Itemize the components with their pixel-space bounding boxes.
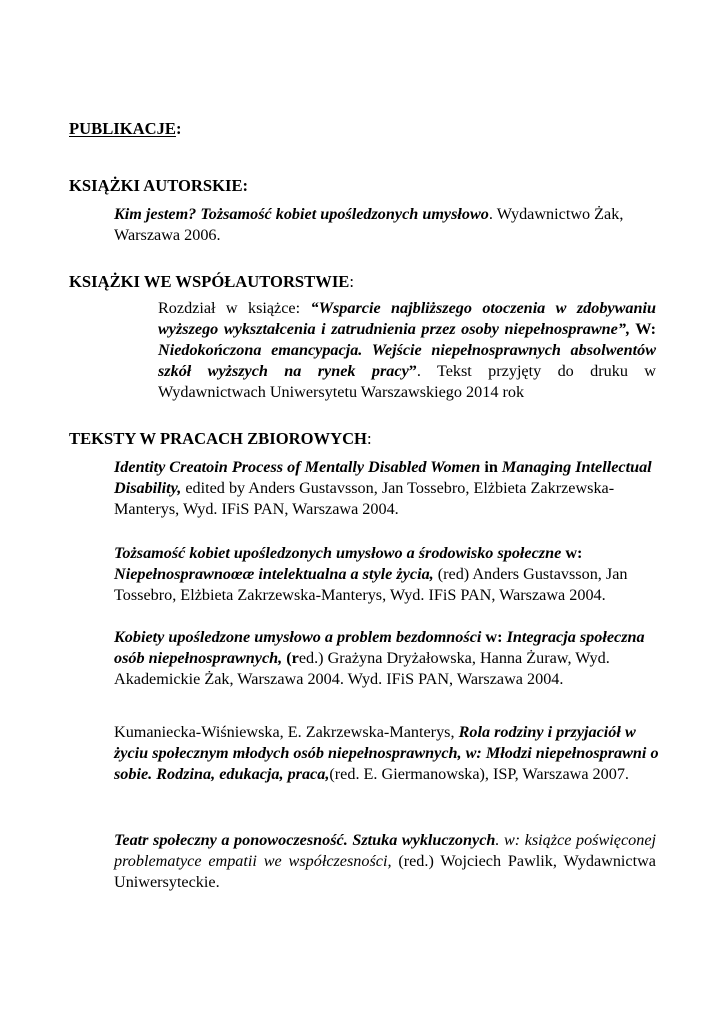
entry-authors: Kumaniecka-Wiśniewska, E. Zakrzewska-Manterys,	[114, 723, 459, 741]
coauthored-books-heading: KSIĄŻKI WE WSPÓŁAUTORSTWIE:	[69, 272, 354, 291]
authored-books-heading: KSIĄŻKI AUTORSKIE:	[69, 176, 249, 195]
collective-entry: Kobiety upośledzone umysłowo a problem bezdomności w: Integracja społeczna osób niepełnosprawnych, (red.) Grażyna Dryżałowska, Hanna Żuraw, Wyd. Akademickie Żak, Warszawa 2004. Wyd. IFiS PAN, Warszawa 2004.	[114, 628, 645, 688]
entry-title: Identity Creatoin Process of Mentally Disabled Women	[114, 458, 481, 476]
authored-book-title: Kim jestem? Tożsamość kobiet upośledzonych umysłowo	[114, 205, 489, 223]
collective-entry: Kumaniecka-Wiśniewska, E. Zakrzewska-Manterys, Rola rodziny i przyjaciół w życiu społecznym młodych osób niepełnosprawnych, w: Młodzi niepełnosprawni o sobie. Rodzina, edukacja, praca,(red. E. Giermanowska), ISP, Warszawa 2007.	[114, 723, 659, 783]
chapter-title: “Wsparcie najbliższego otoczenia w zdobywaniu wyższego wykształcenia i zatrudnienia przez osoby niepełnosprawne”,	[158, 299, 656, 338]
collective-entry: Teatr społeczny a ponowoczesność. Sztuka wykluczonych. w: książce poświęconej problematyce empatii we współczesności, (red.) Wojciech Pawlik, Wydawnictwa Uniwersyteckie.	[114, 831, 657, 891]
book-title: Niepełnosprawnoœæ intelektualna a style życia,	[114, 565, 434, 583]
entry-title: Tożsamość kobiet upośledzonych umysłowo a środowisko społeczne	[114, 544, 562, 562]
entry-title: Teatr społeczny a ponowoczesność. Sztuka wykluczonych	[114, 831, 496, 849]
coauthored-chapter-entry: Rozdział w książce: “Wsparcie najbliższego otoczenia w zdobywaniu wyższego wykształcenia i zatrudnienia przez osoby niepełnosprawne”, W: Niedokończona emancypacja. Wejście niepełnosprawnych absolwentów szkół wyższych na rynek pracy”. Tekst przyjęty do druku w Wydawnictwach Uniwersytetu Warszawskiego 2014 rok	[158, 299, 656, 401]
collective-entry: Tożsamość kobiet upośledzonych umysłowo a środowisko społeczne w: Niepełnosprawnoœæ intelektualna a style życia, (red) Anders Gustavsson, Jan Tossebro, Elżbieta Zakrzewska-Manterys, Wyd. IFiS PAN, Warszawa 2004.	[114, 544, 628, 604]
book-title: Integracja społeczna osób niepełnosprawnych,	[114, 628, 645, 667]
book-title: Managing Intellectual Disability,	[114, 458, 652, 497]
entry-title: Rola rodziny i przyjaciół w życiu społecznym młodych osób niepełnosprawnych, w: Młodzi niepełnosprawni o sobie. Rodzina, edukacja, praca,	[114, 723, 659, 783]
authored-book-entry: Kim jestem? Tożsamość kobiet upośledzonych umysłowo. Wydawnictwo Żak, Warszawa 2006.	[114, 205, 624, 244]
entry-title: Kobiety upośledzone umysłowo a problem bezdomności	[114, 628, 482, 646]
publications-heading: PUBLIKACJE:	[69, 119, 182, 138]
book-title: Niedokończona emancypacja. Wejście niepełnosprawnych absolwentów szkół wyższych na rynek pracy	[158, 341, 656, 380]
collective-works-heading: TEKSTY W PRACACH ZBIOROWYCH:	[69, 429, 372, 448]
collective-entry: Identity Creatoin Process of Mentally Disabled Women in Managing Intellectual Disability, edited by Anders Gustavsson, Jan Tossebro, Elżbieta Zakrzewska-Manterys, Wyd. IFiS PAN, Warszawa 2004.	[114, 458, 652, 518]
